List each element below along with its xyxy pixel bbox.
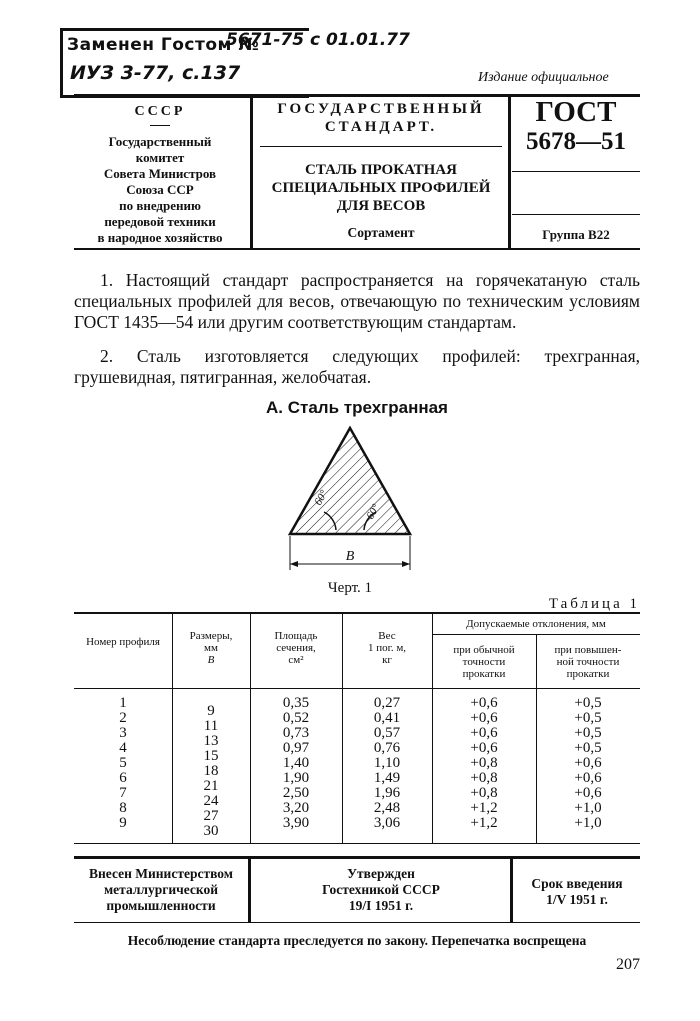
committee-line: Союза ССР [126, 182, 194, 197]
table-cell-b: 30 [203, 823, 219, 839]
introduced-by [74, 866, 248, 914]
footer-top-rule [74, 856, 640, 859]
doc-title-line: ДЛЯ ВЕСОВ [336, 198, 426, 214]
col-header-profile: Номер профиля [86, 636, 160, 648]
table-cell-normal: +0,6 [470, 740, 498, 756]
col-header-area [250, 630, 342, 666]
angle-label-right: 60° [364, 502, 383, 522]
table-cell-high: +0,6 [574, 770, 602, 786]
table-cell-b: 13 [203, 733, 219, 749]
high-header-line: ной точности [556, 656, 620, 668]
header-left-column [72, 104, 248, 246]
group-label: Группа В22 [542, 227, 610, 242]
table-cell-weight: 3,06 [373, 815, 401, 831]
table-cell-area: 3,90 [282, 815, 310, 831]
table-cell-b: 21 [203, 778, 219, 794]
area-header-line: см² [288, 654, 304, 666]
column-weight [342, 696, 432, 831]
table-cell-no: 9 [119, 815, 127, 831]
right-rule-1 [512, 171, 640, 172]
table-cell-normal: +0,6 [470, 725, 498, 741]
weight-header-line: Вес [378, 630, 396, 642]
table-cell-no: 1 [119, 695, 127, 711]
table-cell-weight: 0,27 [373, 695, 401, 711]
size-header-line: Размеры, [189, 630, 233, 642]
weight-header-line: 1 пог. м, [367, 642, 407, 654]
dim-label-b: В [345, 549, 355, 564]
doc-title-line: СПЕЦИАЛЬНЫХ ПРОФИЛЕЙ [271, 180, 491, 196]
table-cell-high: +1,0 [574, 800, 602, 816]
column-area [250, 696, 342, 831]
table-cell-area: 0,73 [282, 725, 310, 741]
table-cell-high: +0,6 [574, 755, 602, 771]
table-cell-normal: +1,2 [470, 815, 498, 831]
column-size-b [172, 704, 250, 839]
table-cell-no: 4 [119, 740, 127, 756]
ussr-label: СССР [134, 104, 186, 119]
table-cell-b: 24 [203, 793, 219, 809]
table-caption: Таблица 1 [548, 596, 640, 612]
committee-line: Совета Министров [103, 166, 217, 181]
section-title: А. Сталь трехгранная [266, 398, 448, 417]
introduced-line: металлургической [103, 882, 219, 897]
table-cell-normal: +0,8 [470, 785, 498, 801]
page-number: 207 [616, 956, 640, 973]
col-header-high [536, 644, 640, 680]
table-cell-area: 2,50 [282, 785, 310, 801]
table-cell-b: 11 [203, 718, 219, 734]
column-profile-no [74, 696, 172, 831]
footer-divider-2 [510, 858, 513, 922]
approved-by [252, 866, 510, 914]
col-header-normal [432, 644, 536, 680]
table-cell-normal: +0,8 [470, 770, 498, 786]
table-cell-area: 1,40 [282, 755, 310, 771]
committee-line: по внедрению [119, 198, 201, 213]
table-cell-weight: 1,49 [373, 770, 401, 786]
table-cell-high: +0,5 [574, 725, 602, 741]
effective-line: Срок введения [531, 876, 623, 891]
table-cell-area: 1,90 [282, 770, 310, 786]
table-cell-normal: +0,8 [470, 755, 498, 771]
header-bottom-rule [74, 248, 640, 250]
normal-header-line: прокатки [462, 668, 506, 680]
col-header-size [172, 630, 250, 666]
size-header-line: В [207, 654, 215, 666]
table-cell-weight: 1,96 [373, 785, 401, 801]
area-header-line: Площадь [274, 630, 318, 642]
state-standard-line: СТАНДАРТ. [324, 119, 438, 135]
table-cell-b: 9 [207, 703, 215, 719]
table-cell-no: 6 [119, 770, 127, 786]
normal-header-line: при обычной [453, 644, 515, 656]
paragraph-2: 2. Сталь изготовляется следующих профилей: трехгранная, грушевидная, пятигранная, желобчатая. [74, 346, 640, 387]
header-divider-1 [250, 96, 253, 248]
size-header-line: мм [204, 642, 218, 654]
table-cell-no: 5 [119, 755, 127, 771]
ussr-dash [150, 125, 170, 126]
weight-header-line: кг [382, 654, 392, 666]
center-rule [260, 146, 502, 147]
table-cell-no: 2 [119, 710, 127, 726]
stamp-handwritten-2: ИУЗ 3-77, с.137 [70, 62, 241, 84]
angle-label-left: 60° [312, 488, 331, 508]
table-cell-b: 18 [203, 763, 219, 779]
gost-label: ГОСТ [535, 96, 617, 128]
table-cell-area: 0,97 [282, 740, 310, 756]
table-cell-weight: 1,10 [373, 755, 401, 771]
table-cell-no: 7 [119, 785, 127, 801]
triangle-section [290, 428, 410, 534]
approved-line: Гостехникой СССР [322, 882, 440, 897]
table-cell-weight: 2,48 [373, 800, 401, 816]
table-cell-no: 3 [119, 725, 127, 741]
table-cell-area: 0,35 [282, 695, 310, 711]
header-right-column [512, 96, 640, 156]
committee-line: в народное хозяйство [97, 230, 223, 245]
table-cell-high: +1,0 [574, 815, 602, 831]
header-center-column [256, 100, 506, 241]
table-cell-normal: +0,6 [470, 695, 498, 711]
table-cell-high: +0,5 [574, 740, 602, 756]
approved-line: Утвержден [347, 866, 415, 881]
col-header-weight [342, 630, 432, 666]
table-cell-high: +0,5 [574, 710, 602, 726]
drawing-caption: Черт. 1 [327, 580, 373, 596]
triangle-profile-drawing [280, 420, 420, 580]
introduced-line: промышленности [106, 898, 216, 913]
edition-label: Издание официальное [478, 70, 609, 85]
right-rule-2 [512, 214, 640, 215]
footer-divider-1 [248, 858, 251, 922]
high-header-line: прокатки [566, 668, 610, 680]
table-bottom-rule [74, 843, 640, 844]
high-header-line: при повышен- [554, 644, 622, 656]
normal-header-line: точности [462, 656, 506, 668]
table-cell-no: 8 [119, 800, 127, 816]
committee-line: комитет [135, 150, 185, 165]
stamp-handwritten-1: 5671-75 с 01.01.77 [226, 30, 410, 50]
table-cell-weight: 0,41 [373, 710, 401, 726]
column-tol-normal [432, 696, 536, 831]
footer-bottom-rule [74, 922, 640, 923]
effective-line: 1/V 1951 г. [546, 892, 608, 907]
column-tol-high [536, 696, 640, 831]
table-cell-weight: 0,57 [373, 725, 401, 741]
table-cell-high: +0,6 [574, 785, 602, 801]
approved-line: 19/I 1951 г. [348, 898, 414, 913]
table-cell-b: 27 [203, 808, 219, 824]
table-header-rule [74, 688, 640, 689]
doc-subtitle: Сортамент [347, 225, 415, 240]
dim-arrow-right [402, 561, 410, 567]
effective-date [514, 876, 640, 908]
table-cell-weight: 0,76 [373, 740, 401, 756]
table-top-rule [74, 612, 640, 614]
committee-line: Государственный [108, 134, 212, 149]
table-cell-area: 3,20 [282, 800, 310, 816]
table-cell-normal: +1,2 [470, 800, 498, 816]
table-cell-area: 0,52 [282, 710, 310, 726]
dim-arrow-left [290, 561, 298, 567]
doc-title-line: СТАЛЬ ПРОКАТНАЯ [305, 162, 457, 178]
gost-number: 5678—51 [526, 128, 626, 155]
header-divider-2 [508, 96, 511, 248]
area-header-line: сечения, [276, 642, 316, 654]
legal-notice: Несоблюдение стандарта преследуется по закону. Перепечатка воспрещена [127, 933, 587, 948]
state-standard-line: ГОСУДАРСТВЕННЫЙ [277, 101, 485, 117]
introduced-line: Внесен Министерством [89, 866, 233, 881]
table-cell-normal: +0,6 [470, 710, 498, 726]
stamp-text: Заменен Гостом № [67, 35, 260, 55]
paragraph-1: 1. Настоящий стандарт распространяется на горячекатаную сталь специальных профилей для весов, отвечающую по техническим условиям ГОСТ 1435—54 или другим соответствующим стандартам. [74, 270, 640, 332]
col-header-tolerances: Допускаемые отклонения, мм [466, 618, 606, 630]
table-cell-high: +0,5 [574, 695, 602, 711]
table-cell-b: 15 [203, 748, 219, 764]
committee-line: передовой техники [104, 214, 216, 229]
